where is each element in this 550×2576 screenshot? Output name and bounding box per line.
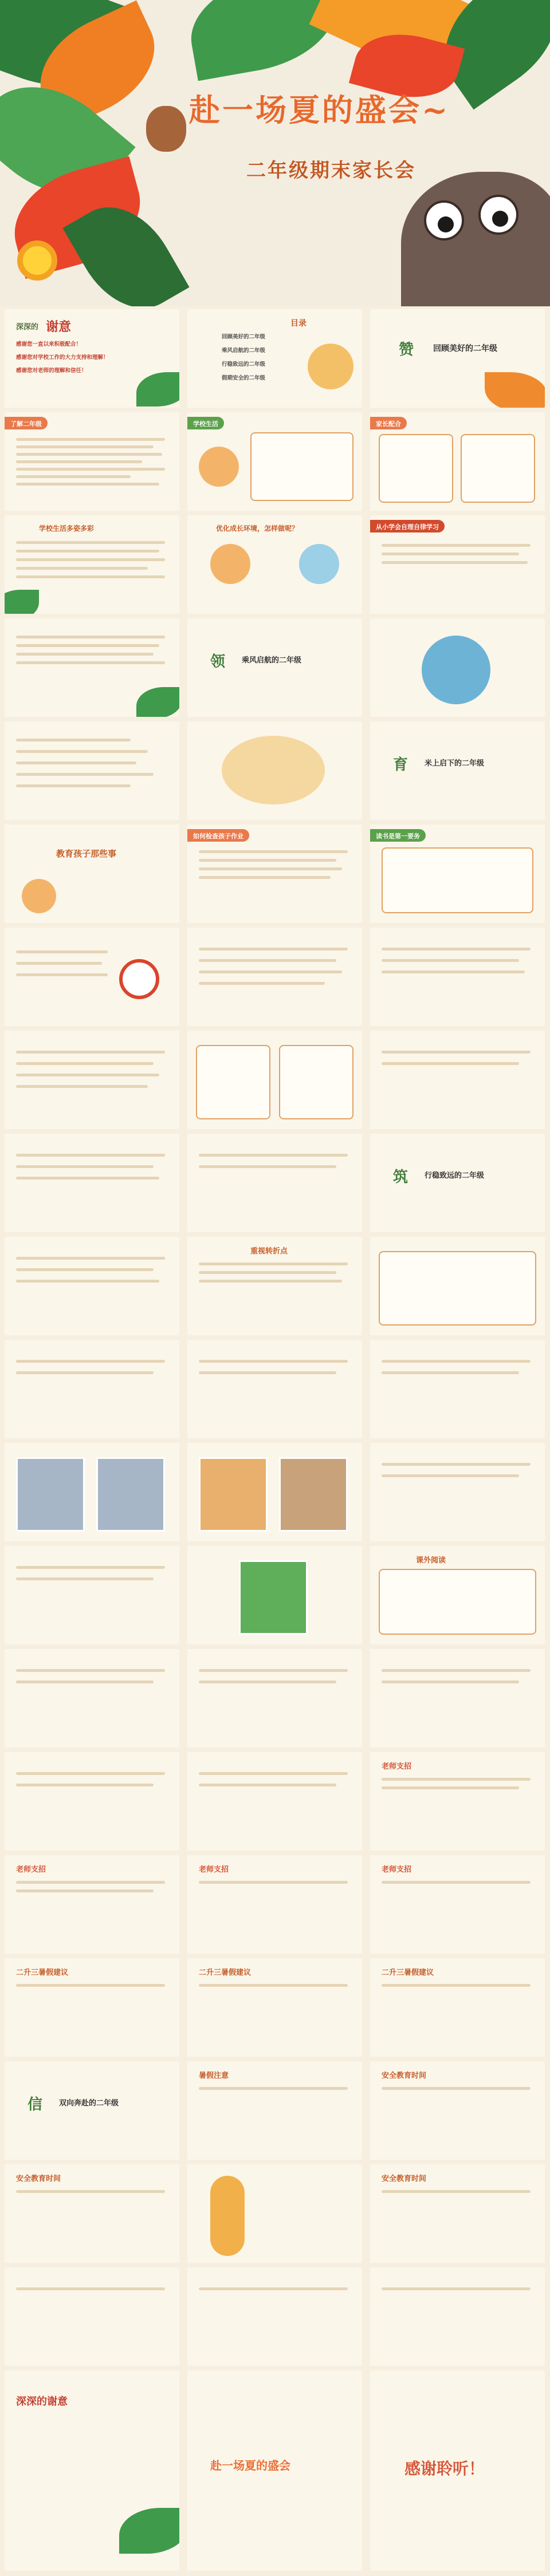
leaf-decoration [485,372,545,408]
content-box [382,847,533,913]
slide-habits [370,412,545,511]
safety-title-2: 安全教育时间 [16,2175,61,2183]
slide-text-block [5,618,179,717]
slide-text-8 [5,1340,179,1438]
slide-text-10 [370,1340,545,1438]
key-quote-banner: 从小学会自理自律学习 [370,520,445,532]
closing-mid-text: 赴一场夏的盛会 [210,2459,290,2472]
closing-right-text: 感谢聆听！ [404,2459,485,2478]
slide-photos-2 [187,1443,362,1541]
leaf-decoration [136,372,179,407]
slide-suggest-2 [187,1958,362,2057]
suggest-title-2: 二升三暑假建议 [199,1969,252,1977]
parent-help-title-3: 老师支招 [199,1865,229,1874]
slide-closing-mid [187,2370,362,2571]
slide-text-12 [5,1546,179,1644]
photo [16,1457,85,1532]
child-illustration [22,879,56,913]
toc-item-1[interactable]: 回顾美好的二年级 [222,334,266,340]
slide-parent-help [370,1752,545,1851]
slide-value-slogan [187,515,362,614]
content-box [379,1569,536,1635]
slide-section-3 [370,721,545,820]
section-1-title: 回顾美好的二年级 [433,344,497,353]
safety-title-3: 安全教育时间 [382,2175,427,2183]
slide-text-13 [5,1649,179,1747]
section-4-char: 筑 [393,1169,408,1186]
school-life-title: 学校生活多姿多彩 [39,524,95,532]
leaf-decoration [136,687,179,717]
slide-reading [370,825,545,923]
photo [96,1457,165,1532]
section-3-char: 育 [393,756,408,774]
thanks-line-3: 感谢您对老师的理解和信任！ [16,368,87,374]
parent-help-title: 老师支招 [382,1762,412,1771]
slide-giraffe [187,2164,362,2263]
section-5-title: 双向奔赴的二年级 [59,2099,119,2108]
slide-toc [187,309,362,408]
slide-suggest-3 [370,1958,545,2057]
slide-photo [187,721,362,820]
habits-banner: 家长配合 [370,417,407,429]
child-illustration [299,544,339,584]
thanks-line-1: 感谢您一直以来积极配合！ [16,341,82,348]
eye-icon [424,200,464,240]
leaf-decoration [119,2508,179,2554]
book-cover [239,1560,308,1635]
child-illustration [210,544,250,584]
slide-safety-3 [370,2164,545,2263]
thanks-small-heading: 深深的 [16,323,39,332]
illustration [222,736,325,804]
content-box [196,1045,270,1119]
value-slogan-title: 优化成长环境，怎样做呢？ [216,524,299,532]
slide-text-4 [5,1031,179,1129]
slide-closing-end [370,2370,545,2571]
monkey-illustration [146,106,186,152]
content-box [279,1045,353,1119]
hero-title: 赴一场夏的盛会~ [189,92,450,128]
slide-section-2 [187,618,362,717]
slide-text-7 [187,1134,362,1232]
summer-title: 暑假注意 [199,2072,229,2080]
illustration [308,344,353,389]
slide-text-5 [370,1031,545,1129]
slide-text-6 [5,1134,179,1232]
suggest-title-1: 二升三暑假建议 [16,1969,69,1977]
tips-title: 教育孩子那些事 [56,849,117,859]
slide-list [5,721,179,820]
review-title: 重视转折点 [250,1247,288,1256]
slide-section-5 [5,2061,179,2160]
slide-thanks [5,309,179,408]
leaf-decoration [5,590,39,614]
section-1-char: 赞 [399,341,414,358]
parent-help-title-4: 老师支招 [382,1865,412,1874]
slide-tips [5,825,179,923]
slide-text-2 [187,928,362,1026]
slide-homework [187,825,362,923]
eye-icon [478,195,518,235]
slide-key-quote [370,515,545,614]
study-banner: 学校生活 [187,417,224,429]
content-box [379,1251,536,1326]
reading-list-title: 课外阅读 [416,1556,446,1565]
content-box [379,434,453,503]
slide-suggest-1 [5,1958,179,2057]
section-5-char: 信 [28,2096,43,2113]
slide-grid [187,1031,362,1129]
closing-left-text: 深深的谢意 [16,2396,68,2408]
slide-section-1 [370,309,545,408]
slide-dark-text [5,1237,179,1335]
toc-item-3[interactable]: 行稳致远的二年级 [222,361,266,368]
toc-item-2[interactable]: 乘风启航的二年级 [222,348,266,354]
parent-help-title-2: 老师支招 [16,1865,46,1874]
flower-decoration [17,240,57,281]
content-box [461,434,535,503]
slide-safety [370,2061,545,2160]
slide-reading-list [370,1546,545,1644]
slide-text-17 [187,1752,362,1851]
hero-subtitle: 二年级期末家长会 [246,159,416,182]
photo [199,1457,268,1532]
slide-class-intro [5,412,179,511]
reading-banner: 读书是第一要务 [370,829,426,842]
slide-book [187,1546,362,1644]
slide-photos [5,1443,179,1541]
slide-summer [187,2061,362,2160]
photo [279,1457,348,1532]
section-3-title: 米上启下的二年级 [425,759,485,768]
suggest-title-3: 二升三暑假建议 [382,1969,434,1977]
slide-text-19 [370,2267,545,2366]
slide-text-11 [370,1443,545,1541]
slide-parent-help-3 [187,1855,362,1954]
slide-safety-4 [5,2267,179,2366]
hero-cover [0,0,550,306]
section-2-char: 领 [210,653,226,670]
toc-item-4[interactable]: 假期安全的二年级 [222,375,266,381]
slide-review [187,1237,362,1335]
slide-school-life [5,515,179,614]
content-box [250,432,353,501]
slide-clock [5,928,179,1026]
slide-table [370,1237,545,1335]
slide-section-4 [370,1134,545,1232]
section-4-title: 行稳致远的二年级 [425,1171,485,1180]
safety-title: 安全教育时间 [382,2072,427,2080]
clock-icon [119,959,159,999]
slide-closing-thanks [5,2370,179,2571]
homework-banner: 如何检查孩子作业 [187,829,249,842]
giraffe-illustration [210,2176,245,2256]
thanks-big-heading: 谢意 [46,319,72,334]
illustration [422,636,490,704]
slide-parent-help-2 [5,1855,179,1954]
slide-text-16 [5,1752,179,1851]
section-2-title: 乘风启航的二年级 [242,656,302,665]
slide-text-3 [370,928,545,1026]
child-illustration [199,447,239,487]
slide-safety-2 [5,2164,179,2263]
slide-text-15 [370,1649,545,1747]
class-intro-banner: 了解二年级 [5,417,48,429]
slide-text-18 [187,2267,362,2366]
toc-title: 目录 [290,319,307,328]
thanks-line-2: 感谢您对学校工作的大力支持和理解！ [16,354,109,361]
bear-illustration [401,172,550,306]
slide-study [187,412,362,511]
slide-text-14 [187,1649,362,1747]
slide-parent-help-4 [370,1855,545,1954]
slide-text-9 [187,1340,362,1438]
slide-illustration [370,618,545,717]
